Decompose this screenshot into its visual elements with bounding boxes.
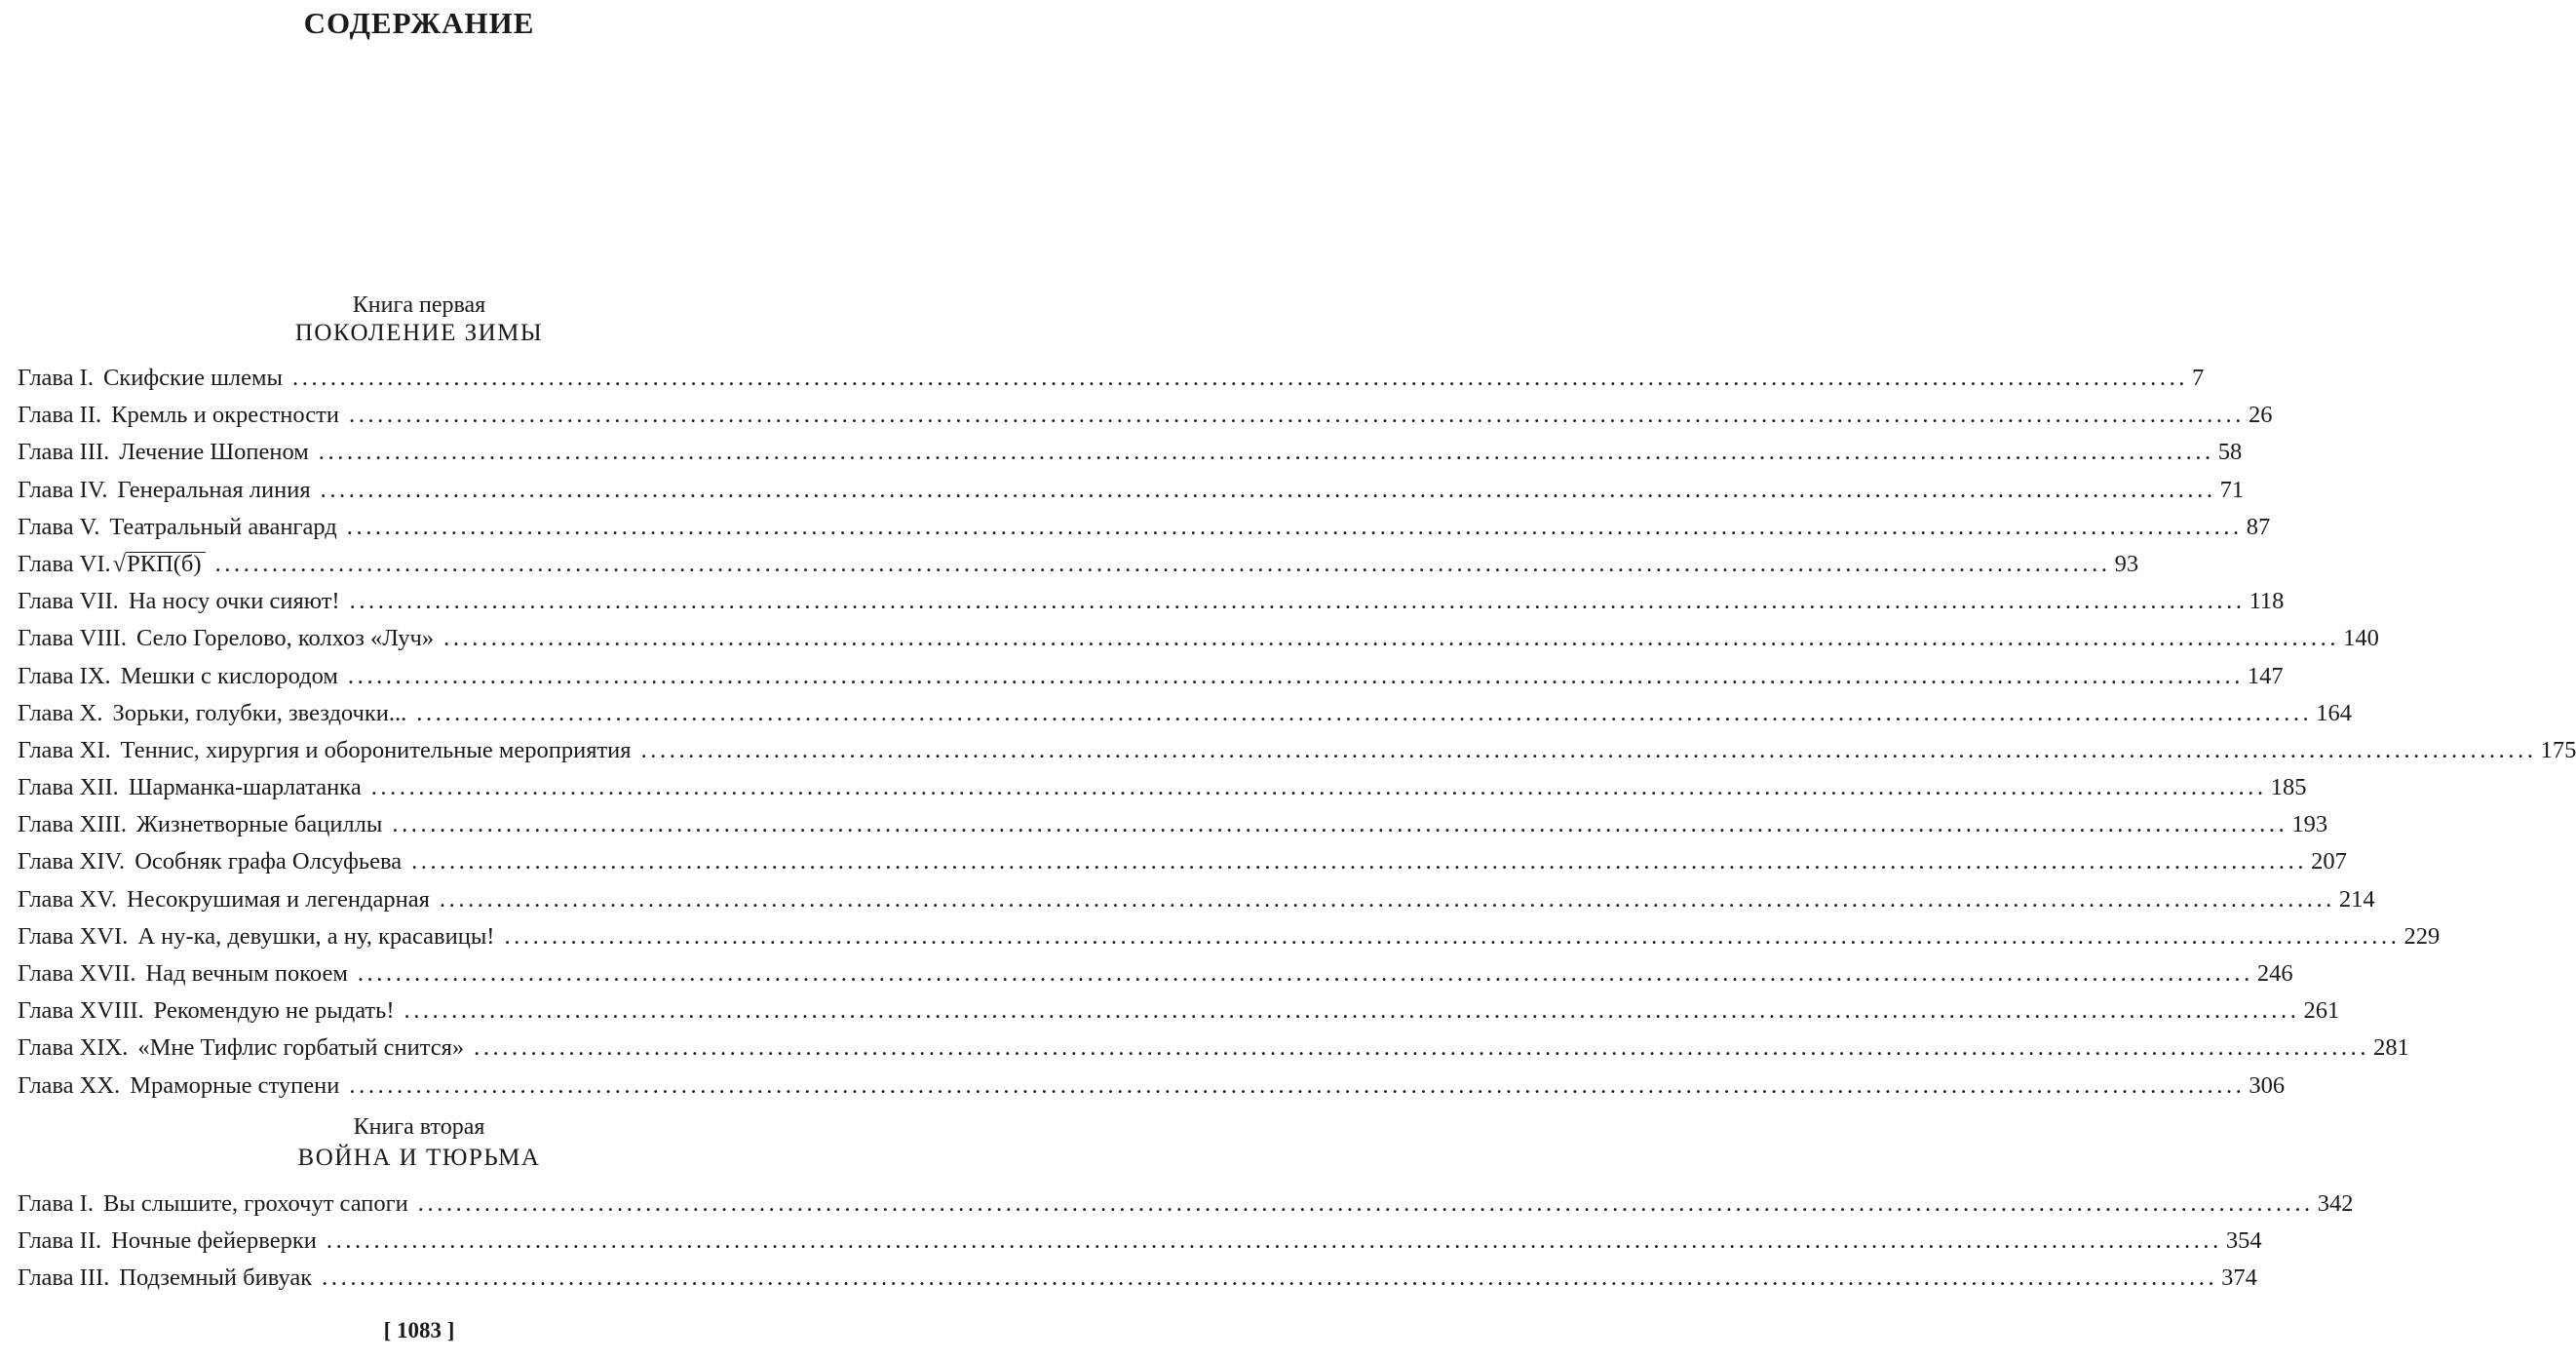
toc-entry-label bbox=[18, 546, 206, 583]
page-ref: 7 bbox=[2192, 365, 2205, 391]
dot-leader: ........................................................................................................................................................................................................ bbox=[320, 476, 2216, 503]
toc-entry-label bbox=[18, 397, 339, 434]
toc-entry bbox=[18, 397, 2273, 434]
chapter-number: Глава II. bbox=[18, 1227, 102, 1255]
page-ref: 26 bbox=[2248, 402, 2273, 429]
toc-entry-label bbox=[18, 472, 311, 509]
chapter-number: Глава V. bbox=[18, 513, 100, 540]
dot-leader: ........................................................................................................................................................................................................ bbox=[322, 1264, 2218, 1292]
toc-book-2 bbox=[18, 1186, 2354, 1298]
dot-leader: ........................................................................................................................................................................................................ bbox=[392, 811, 2288, 838]
toc-entry-label bbox=[18, 620, 434, 657]
page-ref: 207 bbox=[2311, 848, 2347, 875]
toc-entry bbox=[18, 658, 2284, 695]
dot-leader: ........................................................................................................................................................................................................ bbox=[411, 848, 2308, 875]
toc-entry-label bbox=[18, 881, 430, 918]
page-ref: 93 bbox=[2114, 550, 2139, 577]
chapter-title: Особняк графа Олсуфьева bbox=[135, 848, 403, 875]
dot-leader: ........................................................................................................................................................................................................ bbox=[318, 439, 2214, 466]
chapter-title: Мраморные ступени bbox=[130, 1071, 340, 1099]
chapter-number: Глава XV. bbox=[18, 885, 118, 913]
toc-entry bbox=[18, 620, 2379, 657]
chapter-title: Вы слышите, грохочут сапоги bbox=[102, 1190, 408, 1217]
page-ref: 175 bbox=[2540, 736, 2576, 763]
chapter-number: Глава VII. bbox=[18, 588, 119, 615]
toc-entry-label bbox=[18, 918, 494, 955]
page-number: [ 1083 ] bbox=[383, 1318, 455, 1342]
dot-leader: ........................................................................................................................................................................................................ bbox=[416, 699, 2313, 726]
chapter-title: Лечение Шопеном bbox=[119, 439, 309, 466]
toc-entry-label bbox=[18, 1030, 464, 1067]
chapter-number: Глава XVII. bbox=[18, 960, 136, 987]
chapter-number: Глава X. bbox=[18, 699, 103, 726]
toc-entry bbox=[18, 434, 2243, 471]
toc-entry-label bbox=[18, 955, 348, 992]
toc-entry-label bbox=[18, 806, 382, 843]
page-ref: 229 bbox=[2403, 922, 2441, 950]
toc-entry bbox=[18, 843, 2347, 880]
chapter-title: Теннис, хирургия и оборонительные мероприятия bbox=[120, 736, 632, 763]
toc-entry-label bbox=[18, 695, 406, 732]
toc-entry bbox=[18, 360, 2205, 397]
chapter-number: Глава I. bbox=[18, 1190, 94, 1217]
dot-leader: ........................................................................................................................................................................................................ bbox=[326, 1227, 2222, 1255]
dot-leader: ........................................................................................................................................................................................................ bbox=[357, 960, 2253, 987]
chapter-number: Глава XIII. bbox=[18, 811, 127, 838]
dot-leader: ........................................................................................................................................................................................................ bbox=[443, 625, 2340, 652]
toc-entry-label bbox=[18, 658, 338, 695]
chapter-number: Глава XII. bbox=[18, 774, 119, 801]
page-ref: 164 bbox=[2316, 699, 2353, 726]
dot-leader: ........................................................................................................................................................................................................ bbox=[474, 1034, 2370, 1062]
book-1-label: Книга первая bbox=[352, 292, 486, 318]
toc-entry bbox=[18, 881, 2375, 918]
page-ref: 147 bbox=[2247, 662, 2284, 689]
chapter-number: Глава XIX. bbox=[18, 1034, 129, 1062]
toc-entry-label bbox=[18, 509, 337, 546]
chapter-number: Глава XIV. bbox=[18, 848, 126, 875]
toc-entry-label bbox=[18, 1260, 312, 1297]
dot-leader: ........................................................................................................................................................................................................ bbox=[640, 736, 2537, 763]
toc-entry-label bbox=[18, 1186, 408, 1223]
dot-leader: ........................................................................................................................................................................................................ bbox=[439, 885, 2335, 913]
toc-entry bbox=[18, 583, 2285, 620]
dot-leader: ........................................................................................................................................................................................................ bbox=[346, 513, 2243, 540]
toc-entry bbox=[18, 1223, 2262, 1260]
toc-entry-label bbox=[18, 1223, 317, 1260]
page-ref: 58 bbox=[2217, 439, 2243, 466]
toc-entry bbox=[18, 1260, 2257, 1297]
chapter-title: Театральный авангард bbox=[109, 513, 337, 540]
chapter-title: «Мне Тифлис горбатый снится» bbox=[137, 1034, 465, 1062]
page-ref: 374 bbox=[2221, 1264, 2257, 1292]
page-ref: 342 bbox=[2317, 1190, 2354, 1217]
toc-entry bbox=[18, 918, 2441, 955]
toc-entry bbox=[18, 472, 2245, 509]
chapter-title: Мешки с кислородом bbox=[120, 662, 338, 689]
page-ref: 87 bbox=[2246, 513, 2271, 540]
chapter-title: А ну-ка, девушки, а ну, красавицы! bbox=[137, 922, 495, 950]
chapter-title: Над вечным покоем bbox=[145, 960, 348, 987]
book-2-title: ВОЙНА И ТЮРЬМА bbox=[297, 1145, 541, 1171]
toc-book-1 bbox=[18, 360, 2576, 1105]
chapter-title: Зорьки, голубки, звездочки... bbox=[112, 699, 407, 726]
chapter-title: Подземный бивуак bbox=[119, 1264, 313, 1292]
page-title: СОДЕРЖАНИЕ bbox=[303, 6, 535, 40]
toc-entry-label bbox=[18, 992, 394, 1030]
dot-leader: ........................................................................................................................................................................................................ bbox=[347, 662, 2244, 689]
dot-leader: ........................................................................................................................................................................................................ bbox=[349, 588, 2246, 615]
chapter-title: РКП(б) bbox=[126, 552, 205, 576]
dot-leader: ........................................................................................................................................................................................................ bbox=[348, 402, 2245, 429]
chapter-number: Глава II. bbox=[18, 402, 102, 429]
chapter-number: Глава XX. bbox=[18, 1071, 121, 1099]
page-ref: 193 bbox=[2291, 811, 2328, 838]
radical-symbol: √РКП(б) bbox=[111, 546, 206, 583]
page-ref: 185 bbox=[2270, 774, 2307, 801]
chapter-number: Глава VI. bbox=[18, 550, 111, 577]
chapter-number: Глава IV. bbox=[18, 476, 108, 503]
chapter-title: Рекомендую не рыдать! bbox=[153, 997, 395, 1025]
toc-entry bbox=[18, 695, 2353, 732]
page-ref: 140 bbox=[2343, 625, 2379, 652]
chapter-title: Генеральная линия bbox=[117, 476, 311, 503]
page-ref: 306 bbox=[2249, 1071, 2286, 1099]
chapter-title: Кремль и окрестности bbox=[111, 402, 339, 429]
dot-leader: ........................................................................................................................................................................................................ bbox=[214, 550, 2111, 577]
chapter-number: Глава IX. bbox=[18, 662, 111, 689]
dot-leader: ........................................................................................................................................................................................................ bbox=[417, 1190, 2314, 1217]
toc-entry bbox=[18, 769, 2307, 806]
dot-leader: ........................................................................................................................................................................................................ bbox=[504, 922, 2401, 950]
chapter-number: Глава VIII. bbox=[18, 625, 127, 652]
dot-leader: ........................................................................................................................................................................................................ bbox=[292, 365, 2189, 391]
page-ref: 71 bbox=[2219, 476, 2245, 503]
toc-entry-label bbox=[18, 360, 283, 397]
chapter-title: Жизнетворные бациллы bbox=[135, 811, 383, 838]
chapter-number: Глава I. bbox=[18, 365, 94, 391]
toc-entry bbox=[18, 732, 2576, 769]
chapter-title: Ночные фейерверки bbox=[111, 1227, 317, 1255]
dot-leader: ........................................................................................................................................................................................................ bbox=[370, 774, 2267, 801]
dot-leader: ........................................................................................................................................................................................................ bbox=[349, 1071, 2246, 1099]
chapter-number: Глава XVIII. bbox=[18, 997, 144, 1025]
toc-entry bbox=[18, 955, 2293, 992]
toc-entry-label bbox=[18, 434, 309, 471]
toc-entry bbox=[18, 806, 2328, 843]
toc-entry bbox=[18, 546, 2139, 583]
page-ref: 214 bbox=[2338, 885, 2375, 913]
toc-entry-label bbox=[18, 769, 362, 806]
book-2-label: Книга вторая bbox=[353, 1114, 485, 1140]
page-ref: 118 bbox=[2249, 588, 2285, 615]
page-ref: 261 bbox=[2303, 997, 2340, 1025]
toc-entry-label bbox=[18, 1068, 339, 1105]
chapter-number: Глава XVI. bbox=[18, 922, 129, 950]
chapter-title: Шарманка-шарлатанка bbox=[128, 774, 362, 801]
toc-entry bbox=[18, 1068, 2286, 1105]
chapter-title: На носу очки сияют! bbox=[128, 588, 340, 615]
toc-entry-label bbox=[18, 732, 632, 769]
chapter-title: Несокрушимая и легендарная bbox=[127, 885, 430, 913]
toc-entry bbox=[18, 1030, 2409, 1067]
page-ref: 354 bbox=[2225, 1227, 2262, 1255]
toc-entry-label bbox=[18, 583, 340, 620]
toc-entry bbox=[18, 509, 2271, 546]
toc-entry bbox=[18, 992, 2340, 1030]
chapter-number: Глава XI. bbox=[18, 736, 111, 763]
chapter-number: Глава III. bbox=[18, 1264, 110, 1292]
toc-entry bbox=[18, 1186, 2354, 1223]
toc-entry-label bbox=[18, 843, 402, 880]
page-ref: 246 bbox=[2256, 960, 2293, 987]
page-ref: 281 bbox=[2373, 1034, 2409, 1062]
chapter-title: Скифские шлемы bbox=[102, 365, 284, 391]
chapter-number: Глава III. bbox=[18, 439, 110, 466]
dot-leader: ........................................................................................................................................................................................................ bbox=[404, 997, 2300, 1025]
chapter-title: Село Горелово, колхоз «Луч» bbox=[135, 625, 435, 652]
book-1-title: ПОКОЛЕНИЕ ЗИМЫ bbox=[294, 320, 544, 346]
